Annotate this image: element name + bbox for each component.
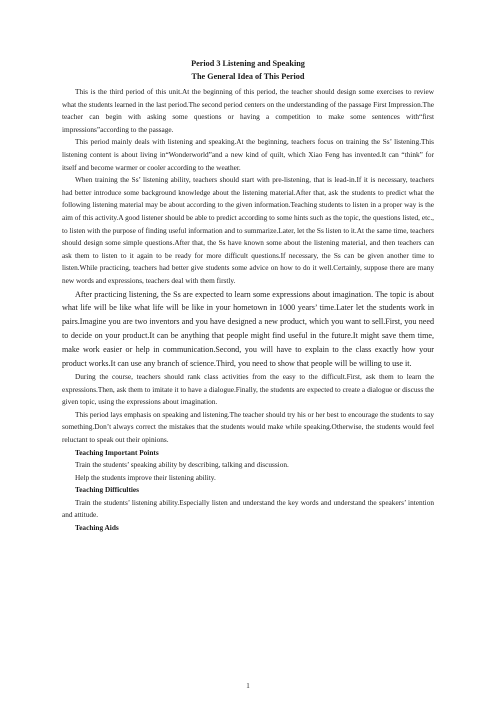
period-title: Period 3 Listening and Speaking: [191, 59, 305, 68]
paragraph-1: This is the third period of this unit.At the beginning of this period, the teacher should design some exercises to review what the students learned in the last period.The second period centers on the understanding of the passage First Impression.The teacher can begin with asking some questions or having a competition to make some sentences with“first impressions”according to the passage.: [62, 87, 434, 134]
paragraph-2: This period mainly deals with listening and speaking.At the beginning, teachers focus on training the Ss’ listening.This listening content is about living in“Wonderworld”and a new kind of quilt, which Xiao Feng has invented.It can “think” for itself and become warmer or cooler according to the weather.: [62, 137, 434, 172]
paragraph-4: After practicing listening, the Ss are expected to learn some expressions about imagination. The topic is about what life will be like what life will be like in your hometown in 1000 years’ time.Later let the students work in pairs.Imagine you are two inventors and you have designed a new product, which you want to sell.First, you need to decide on your product.It can be anything that people might find useful in the future.It might save them time, make work easier or help in communication.Second, you will have to explain to the class exactly how your product works.It can use any branch of science.Third, you need to show that people will be willing to use it.: [62, 289, 434, 369]
heading-important-points: Teaching Important Points: [75, 447, 159, 457]
heading-teaching-aids: Teaching Aids: [75, 523, 119, 533]
important-point-line: Help the students improve their listening ability.: [75, 472, 216, 482]
section-subtitle: The General Idea of This Period: [191, 72, 305, 81]
paragraph-5: During the course, teachers should rank class activities from the easy to the difficult.First, ask them to learn the expressions.Then, ask them to imitate it to have a dialogue.Finally, the students are expected to create a dialogue or discuss the given topic, using the expressions about imagination.: [62, 371, 434, 407]
paragraph-6: This period lays emphasis on speaking and listening.The teacher should try his or her best to encourage the students to say something.Don’t always correct the mistakes that the students would make while speaking.Otherwise, the students would feel reluctant to speak out their opinions.: [62, 409, 434, 444]
page-number: 1: [246, 682, 250, 690]
paragraph-3: When training the Ss’ listening ability, teachers should start with pre-listening, that is lead-in.If it is necessary, teachers had better introduce some background knowledge about the listening material.After that, ask the students to predict what the following listening material may be about according to the given information.Teaching students to listen in a proper way is the aim of this activity.A good listener should be able to predict according to some hints such as the topic, the questions listed, etc., to listen with the purpose of finding useful information and to summarize.Later, let the Ss listen to it.At the same time, teachers should design some simple questions.After that, the Ss have known some about the listening material, and then teachers can ask them to listen to it again to be ready for more difficult questions.If necessary, the Ss can be given another time to listen.While practicing, teachers had better give students some advice on how to do it well.Certainly, suppose there are many new words and expressions, teachers deal with them firstly.: [62, 175, 434, 285]
heading-difficulties: Teaching Difficulties: [75, 485, 139, 495]
difficulty-line: Train the students’ listening ability.Especially listen and understand the key words and understand the speakers’ intention and attitude.: [62, 497, 434, 520]
important-point-line: Train the students’ speaking ability by describing, talking and discussion.: [75, 460, 289, 470]
